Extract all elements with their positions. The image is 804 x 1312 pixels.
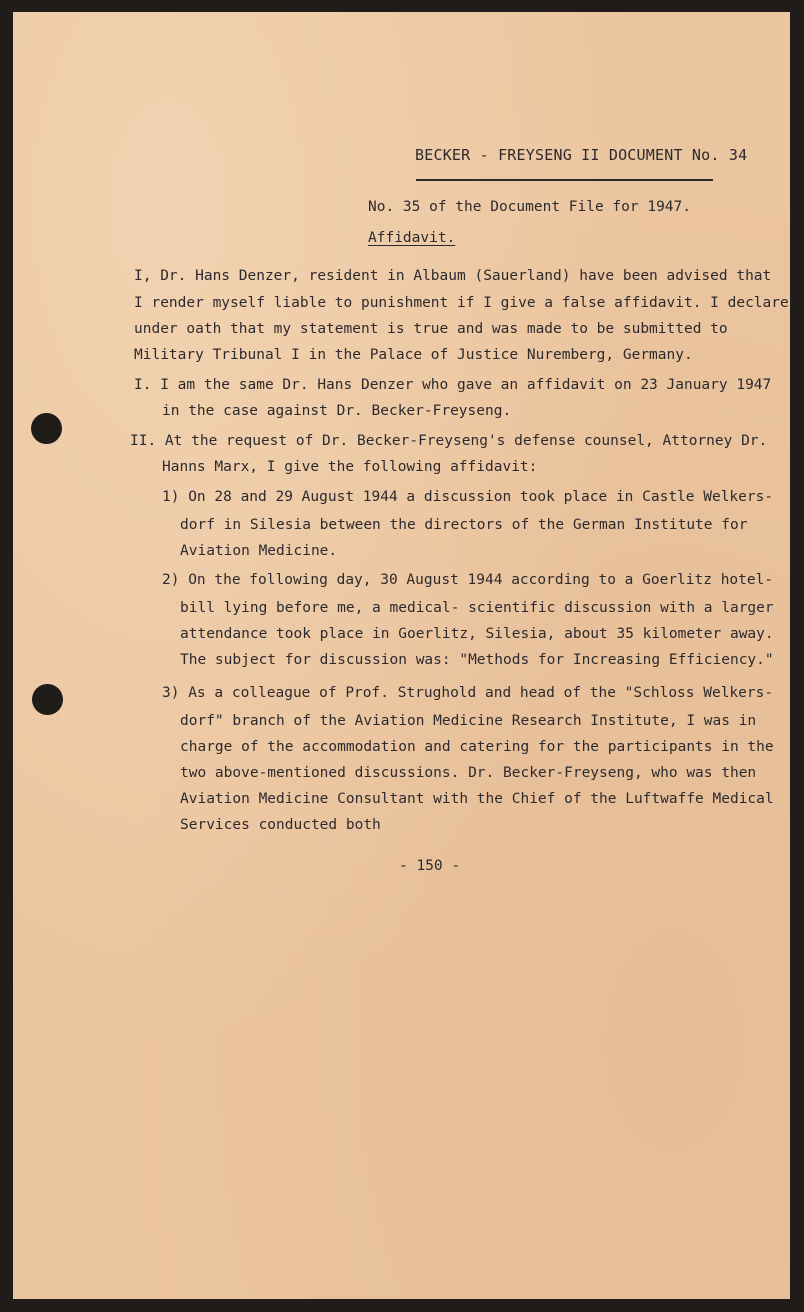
file-reference: No. 35 of the Document File for 1947. <box>368 199 692 215</box>
section-1-line: in the case against Dr. Becker-Freyseng. <box>162 403 512 419</box>
section-2-line: II. At the request of Dr. Becker-Freyseng's defense counsel, Attorney Dr. <box>130 433 768 449</box>
item-3-line: charge of the accommodation and catering for the participants in the <box>180 739 774 755</box>
item-3-line: Services conducted both <box>180 817 381 833</box>
page-number: - 150 - <box>399 858 461 874</box>
item-1-line: Aviation Medicine. <box>180 543 338 559</box>
item-2-line: attendance took place in Goerlitz, Silesia, about 35 kilometer away. <box>180 626 774 642</box>
header-rule <box>416 179 713 181</box>
intro-line: under oath that my statement is true and was made to be submitted to <box>134 321 728 337</box>
punch-hole <box>32 684 63 715</box>
item-1-line: 1) On 28 and 29 August 1944 a discussion took place in Castle Welkers- <box>162 489 774 505</box>
intro-line: I render myself liable to punishment if I give a false affidavit. I declare <box>134 295 789 311</box>
section-1-line: I. I am the same Dr. Hans Denzer who gave an affidavit on 23 January 1947 <box>134 377 772 393</box>
section-2-line: Hanns Marx, I give the following affidavit: <box>162 459 538 475</box>
item-3-line: two above-mentioned discussions. Dr. Becker-Freyseng, who was then <box>180 765 757 781</box>
item-3-line: Aviation Medicine Consultant with the Chief of the Luftwaffe Medical <box>180 791 774 807</box>
item-3-line: 3) As a colleague of Prof. Strughold and head of the "Schloss Welkers- <box>162 685 774 701</box>
intro-line: I, Dr. Hans Denzer, resident in Albaum (Sauerland) have been advised that <box>134 268 772 284</box>
intro-line: Military Tribunal I in the Palace of Justice Nuremberg, Germany. <box>134 347 693 363</box>
document-page <box>13 12 790 1299</box>
item-1-line: dorf in Silesia between the directors of the German Institute for <box>180 517 748 533</box>
item-3-line: dorf" branch of the Aviation Medicine Research Institute, I was in <box>180 713 757 729</box>
item-2-line: The subject for discussion was: "Methods for Increasing Efficiency." <box>180 652 774 668</box>
document-header: BECKER - FREYSENG II DOCUMENT No. 34 <box>415 146 748 164</box>
item-2-line: 2) On the following day, 30 August 1944 according to a Goerlitz hotel- <box>162 572 774 588</box>
item-2-line: bill lying before me, a medical- scientific discussion with a larger <box>180 600 774 616</box>
punch-hole <box>31 413 62 444</box>
document-title: Affidavit. <box>368 230 456 246</box>
